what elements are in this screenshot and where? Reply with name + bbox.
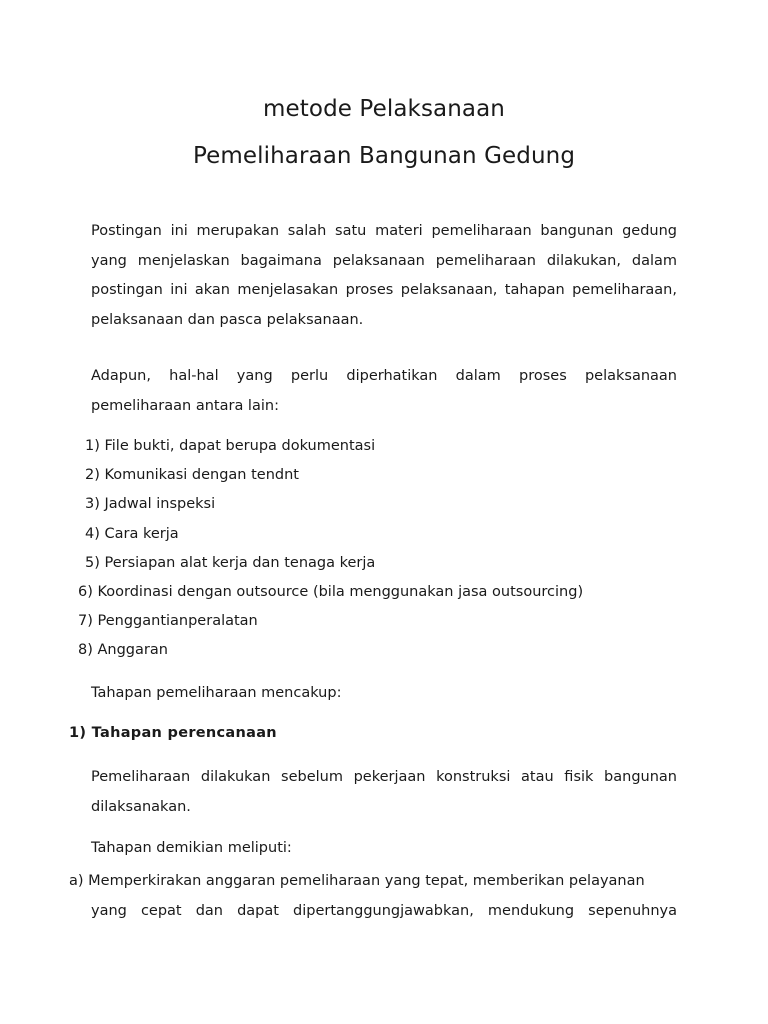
document-title-line-2: Pemeliharaan Bangunan Gedung (192, 143, 576, 169)
list-item: 4) Cara kerja (85, 526, 179, 542)
stage-1-item-a (69, 866, 677, 926)
stage-1-item-a-line-2: yang cepat dan dapat dipertanggungjawabkan, mendukung sepenuhnya (91, 903, 677, 919)
stage-1-paragraph: Pemeliharaan dilakukan sebelum pekerjaan konstruksi atau fisik bangunan dilaksanakan. (91, 769, 677, 815)
list-item: 2) Komunikasi dengan tendnt (85, 467, 299, 483)
list-item: 1) File bukti, dapat berupa dokumentasi (85, 438, 376, 454)
list-item: 7) Penggantianperalatan (78, 613, 258, 629)
stages-intro: Tahapan pemeliharaan mencakup: (91, 685, 342, 701)
stage-1-item-a-line-1: a) Memperkirakan anggaran pemeliharaan yang tepat, memberikan pelayanan (69, 873, 645, 889)
stage-1-heading: 1) Tahapan perencanaan (69, 725, 277, 741)
stage-1-subintro: Tahapan demikian meliputi: (91, 840, 292, 856)
considerations-paragraph: Adapun, hal-hal yang perlu diperhatikan dalam proses pelaksanaan pemeliharaan antara lain: (91, 368, 677, 414)
list-item: 6) Koordinasi dengan outsource (bila menggunakan jasa outsourcing) (78, 584, 584, 600)
document-title-line-1: metode Pelaksanaan (263, 96, 505, 122)
intro-paragraph: Postingan ini merupakan salah satu materi pemeliharaan bangunan gedung yang menjelaskan bagaimana pelaksanaan pemeliharaan dilakukan, dalam postingan ini akan menjelasakan proses pelaksanaan, tahapan pemeliharaan, pelaksanaan dan pasca pelaksanaan. (91, 223, 677, 328)
list-item: 5) Persiapan alat kerja dan tenaga kerja (85, 555, 376, 571)
list-item: 3) Jadwal inspeksi (85, 496, 216, 512)
list-item: 8) Anggaran (78, 642, 168, 658)
